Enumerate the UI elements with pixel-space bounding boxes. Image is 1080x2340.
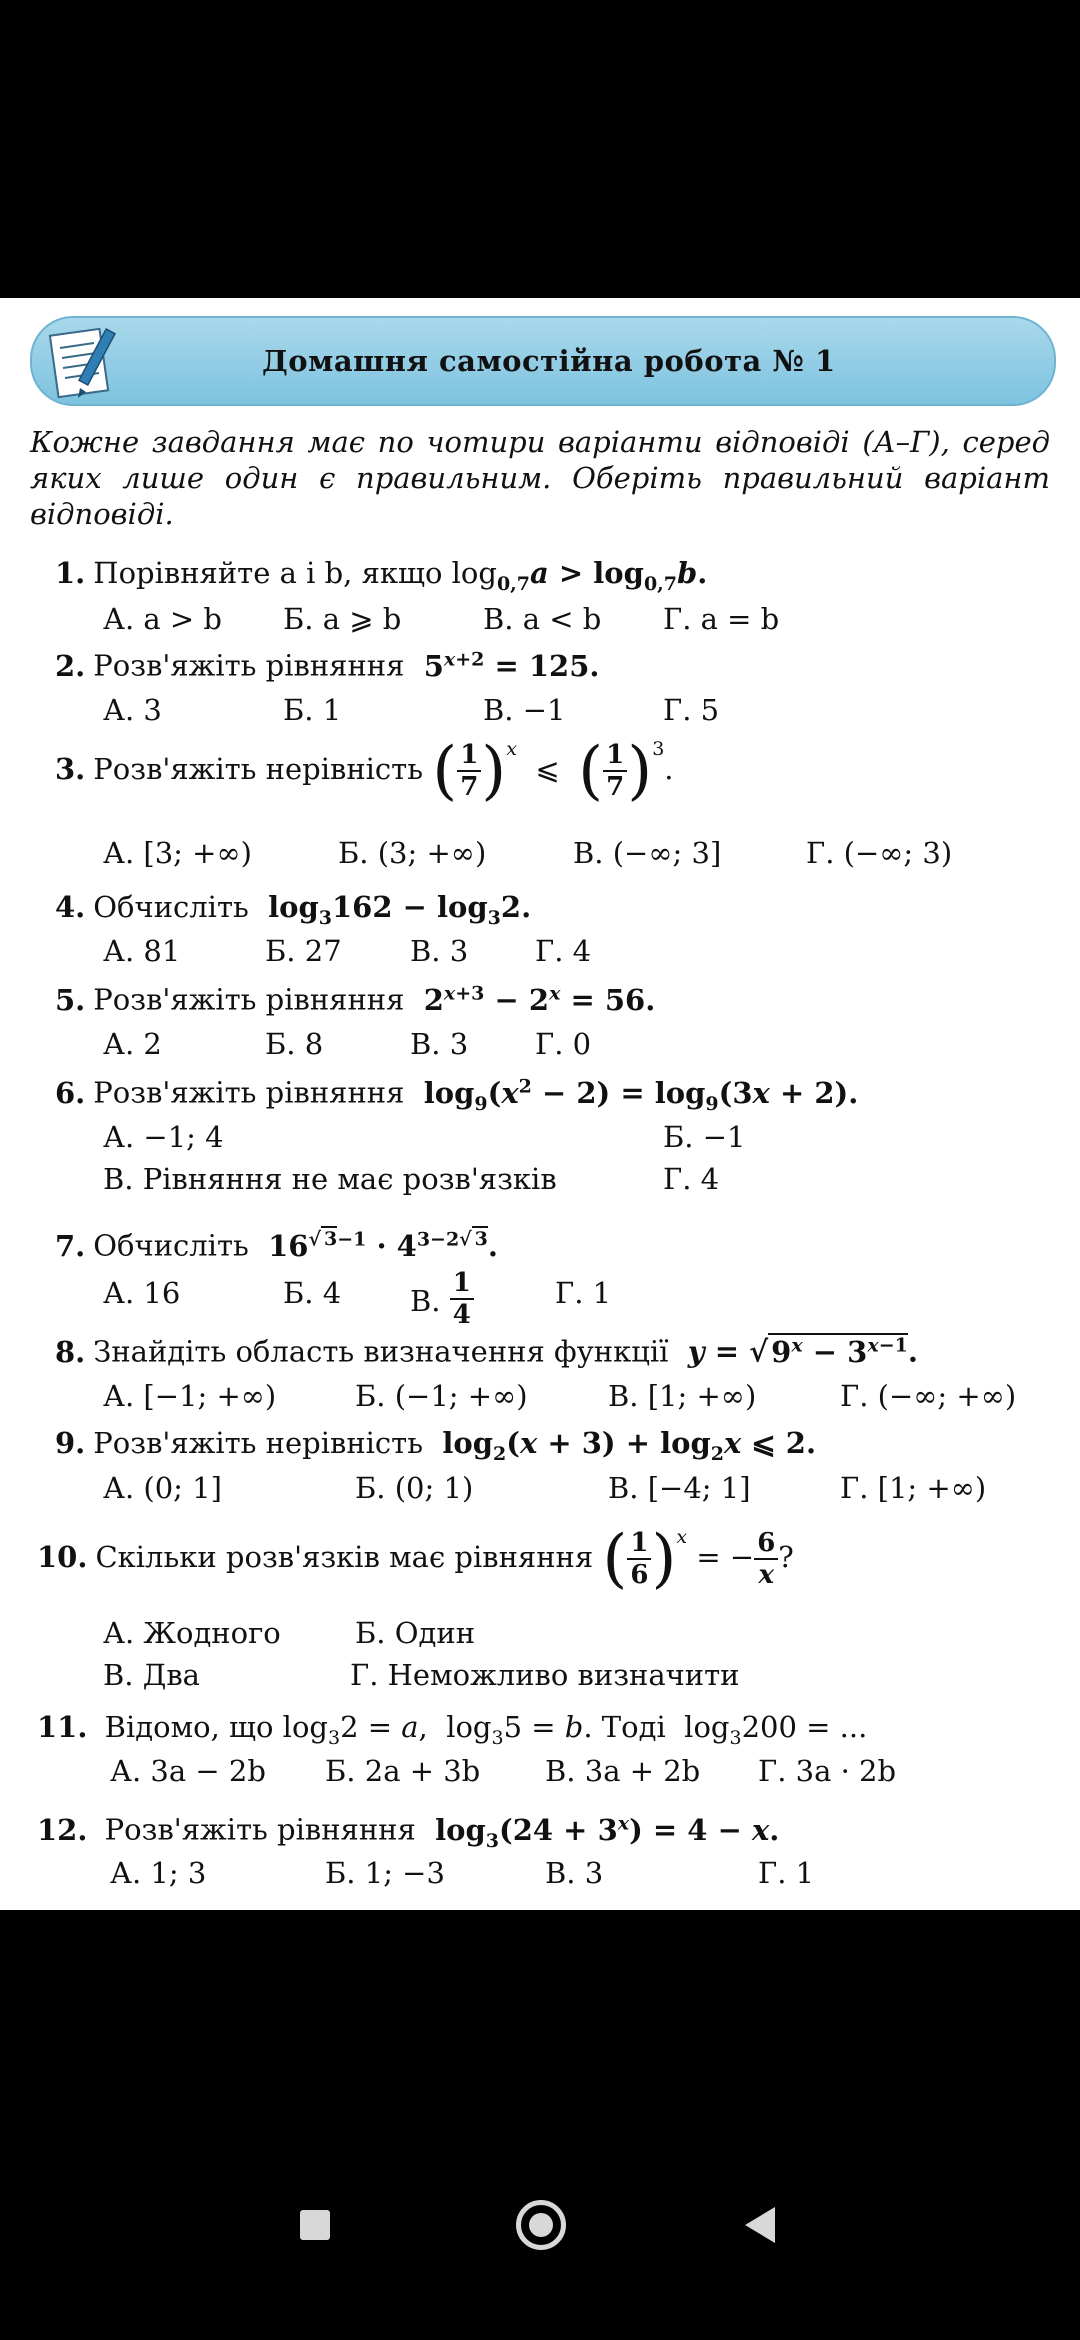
question-text: Скільки розв'язків має рівняння — [95, 1540, 594, 1574]
option-c[interactable]: В. [−4; 1] — [608, 1471, 751, 1505]
question-number: 1. — [55, 556, 86, 590]
question-number: 6. — [55, 1075, 86, 1110]
option-c[interactable]: В. Рівняння не має розв'язків — [103, 1162, 557, 1196]
option-d[interactable]: Г. 5 — [663, 693, 720, 727]
option-c[interactable]: В. −1 — [483, 693, 566, 727]
option-d[interactable]: Г. 1 — [758, 1856, 815, 1890]
option-c[interactable]: В. 3 — [410, 1027, 469, 1061]
option-b[interactable]: Б. 27 — [265, 934, 342, 968]
option-d[interactable]: Г. Неможливо визначити — [350, 1658, 740, 1692]
option-a[interactable]: А. 81 — [103, 934, 181, 968]
question-2: 2. Розв'яжіть рівняння $5^{x+2} = 125$. — [55, 648, 600, 683]
option-d[interactable]: Г. (−∞; 3) — [806, 836, 953, 870]
option-a[interactable]: А. 16 — [103, 1276, 181, 1310]
option-b[interactable]: Б. 4 — [283, 1276, 342, 1310]
option-a[interactable]: А. 3a − 2b — [110, 1754, 266, 1788]
option-c[interactable]: В. a < b — [483, 602, 602, 636]
option-b[interactable]: Б. (3; +∞) — [338, 836, 487, 870]
option-a[interactable]: А. Жодного — [103, 1616, 281, 1650]
question-8: 8. Знайдіть область визначення функції y = √ $9^x - 3^{x-1}$. — [55, 1334, 918, 1369]
option-d[interactable]: Г. a = b — [663, 602, 780, 636]
option-d[interactable]: Г. (−∞; +∞) — [840, 1379, 1017, 1413]
question-number: 3. — [55, 752, 86, 786]
option-c[interactable]: В. [1; +∞) — [608, 1379, 757, 1413]
question-text: Порівняйте a і b, якщо log — [93, 556, 497, 590]
question-text: Розв'яжіть рівняння — [93, 1075, 405, 1110]
question-11: 11. Відомо, що $\log_32 = a$, $\log_35 = b$. Тоді $\log_3200$ = ... — [37, 1710, 868, 1749]
question-text: Знайдіть область визначення функції — [93, 1334, 669, 1369]
question-number: 11. — [37, 1710, 88, 1744]
option-b[interactable]: Б. Один — [355, 1616, 476, 1650]
option-c[interactable]: В. Два — [103, 1658, 200, 1692]
question-text: Розв'яжіть нерівність — [93, 1426, 424, 1460]
question-number: 5. — [55, 982, 86, 1017]
option-letter: В. — [410, 1284, 441, 1318]
question-number: 12. — [37, 1812, 88, 1847]
option-a[interactable]: А. a > b — [103, 602, 222, 636]
option-b[interactable]: Б. 1; −3 — [325, 1856, 445, 1890]
option-c[interactable]: В. 3a + 2b — [545, 1754, 701, 1788]
option-b[interactable]: Б. (0; 1) — [355, 1471, 474, 1505]
question-9: 9. Розв'яжіть нерівність $\log_2(x + 3) + \log_2x$ ⩽ 2. — [55, 1426, 817, 1465]
question-text: Обчисліть — [93, 890, 249, 924]
android-nav-bar — [0, 2180, 1080, 2280]
question-5: 5. Розв'яжіть рівняння $2^{x+3} - 2^x = 56$. — [55, 982, 656, 1017]
back-button[interactable] — [745, 2207, 775, 2243]
option-b[interactable]: Б. (−1; +∞) — [355, 1379, 528, 1413]
option-b[interactable]: Б. −1 — [663, 1120, 746, 1154]
option-c[interactable]: В. (−∞; 3] — [573, 836, 722, 870]
question-4: 4. Обчисліть $\log_3162 - \log_32$. — [55, 890, 532, 929]
option-c[interactable]: В. 3 — [545, 1856, 604, 1890]
option-a[interactable]: А. [−1; +∞) — [103, 1379, 277, 1413]
question-7: 7. Обчисліть $16^{√ 3-1} \cdot 4^{3-2√ 3}$. — [55, 1228, 499, 1263]
page-title: Домашня самостійна робота № 1 — [262, 344, 836, 378]
notepad-pencil-icon — [42, 322, 130, 402]
question-number: 2. — [55, 648, 86, 683]
question-1: 1. Порівняйте a і b, якщо $\log_{0,7}a > \log_{0,7}b$. — [55, 556, 708, 595]
option-b[interactable]: Б. a ⩾ b — [283, 602, 402, 636]
question-number: 10. — [37, 1540, 88, 1574]
option-a[interactable]: А. 3 — [103, 693, 162, 727]
question-text: Розв'яжіть рівняння — [93, 648, 405, 683]
question-12: 12. Розв'яжіть рівняння $\log_3(24 + 3^x) = 4 - x$. — [37, 1812, 780, 1852]
option-a[interactable]: А. [3; +∞) — [103, 836, 252, 870]
question-number: 8. — [55, 1334, 86, 1369]
option-a[interactable]: А. 2 — [103, 1027, 162, 1061]
option-a[interactable]: А. (0; 1] — [103, 1471, 222, 1505]
option-a[interactable]: А. 1; 3 — [110, 1856, 207, 1890]
option-c[interactable]: В. $\frac{1}{4}$ — [410, 1276, 474, 1330]
option-c[interactable]: В. 3 — [410, 934, 469, 968]
option-a[interactable]: А. −1; 4 — [103, 1120, 224, 1154]
question-text: Обчисліть — [93, 1228, 249, 1263]
question-10: 10. Скільки розв'язків має рівняння ( $\frac{1}{6}$ )$^x$ = − $\frac{6}{x}$ ? — [37, 1522, 794, 1596]
option-d[interactable]: Г. [1; +∞) — [840, 1471, 987, 1505]
option-b[interactable]: Б. 8 — [265, 1027, 324, 1061]
question-text: Розв'яжіть рівняння — [104, 1812, 416, 1847]
option-b[interactable]: Б. 2a + 3b — [325, 1754, 481, 1788]
question-text: Розв'яжіть рівняння — [93, 982, 405, 1017]
question-text: Відомо, що log — [104, 1710, 328, 1744]
textbook-page — [0, 298, 1080, 1910]
question-3: 3. Розв'яжіть нерівність ( $\frac{1}{7}$ )$^x$ ⩽ ( $\frac{1}{7}$ )$^3$. — [55, 734, 674, 808]
question-text: Розв'яжіть нерівність — [93, 752, 424, 786]
recents-button[interactable] — [300, 2210, 330, 2240]
title-banner — [30, 316, 1056, 406]
home-button[interactable] — [516, 2200, 566, 2250]
option-d[interactable]: Г. 3a · 2b — [758, 1754, 897, 1788]
question-number: 7. — [55, 1228, 86, 1263]
question-number: 9. — [55, 1426, 86, 1460]
option-d[interactable]: Г. 4 — [535, 934, 592, 968]
option-b[interactable]: Б. 1 — [283, 693, 342, 727]
option-d[interactable]: Г. 0 — [535, 1027, 592, 1061]
question-6: 6. Розв'яжіть рівняння $\log_9(x^2 - 2) = \log_9(3x + 2)$. — [55, 1075, 859, 1115]
option-d[interactable]: Г. 1 — [555, 1276, 612, 1310]
instructions: Кожне завдання має по чотири варіанти відповіді (А–Г), серед яких лише один є правильним. Оберіть правильний варіант відповіді. — [30, 425, 1050, 531]
question-number: 4. — [55, 890, 86, 924]
option-d[interactable]: Г. 4 — [663, 1162, 720, 1196]
